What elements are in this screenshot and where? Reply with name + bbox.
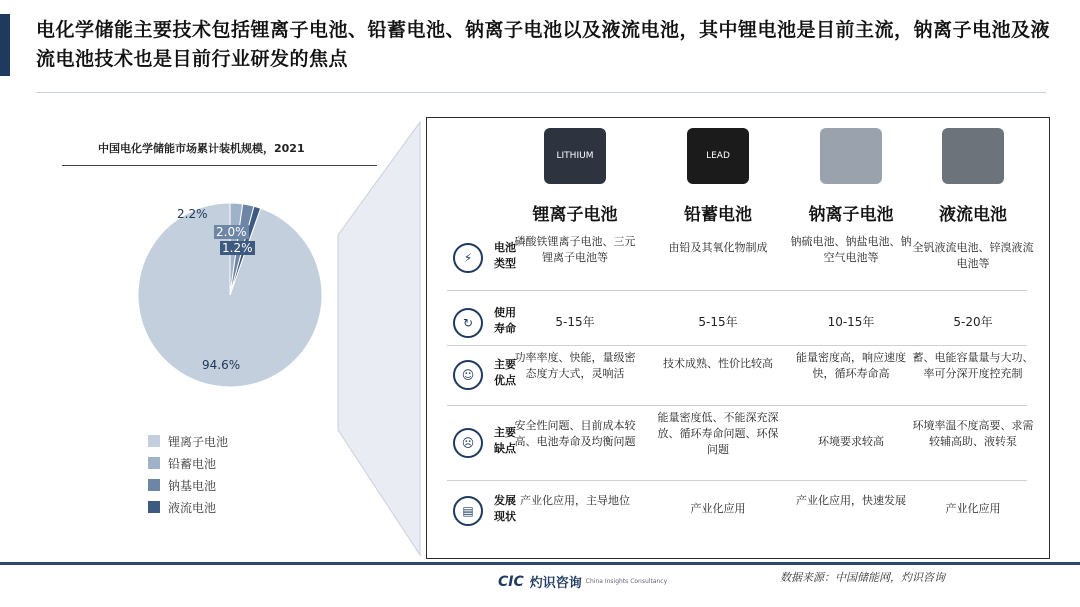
table-cell: 10-15年 [827,315,875,329]
logo-mark: CIC [498,573,524,590]
footer-divider [0,562,1080,565]
sodium-battery-image [820,128,882,184]
column-header: 钠离子电池 [808,205,894,225]
smile-icon: ☺ [453,360,483,390]
table-cell: 钠硫电池、钠盐电池、钠空气电池等 [790,235,912,264]
pie-data-label: 2.0% [216,225,247,239]
table-cell: 产业化应用 [945,502,1001,515]
row-divider [447,345,1027,346]
row-label: 主要缺点 [494,426,516,455]
table-cell: 5-20年 [953,315,993,329]
frown-icon: ☹ [453,428,483,458]
comparison-table [426,117,1050,559]
row-label: 电池类型 [494,241,516,270]
column-header: 铅蓄电池 [684,205,752,225]
column-header: 锂离子电池 [532,205,618,225]
table-cell: 技术成熟、性价比较高 [663,357,773,370]
battery-icon: ⚡ [453,243,483,273]
presentation-icon: ▤ [453,496,483,526]
brand-logo [498,572,667,591]
lifecycle-icon: ↻ [453,308,483,338]
row-divider [447,405,1027,406]
table-cell: 能量密度低、不能深充深放、循环寿命问题、环保问题 [657,411,779,456]
data-source: 数据来源：中国储能网，灼识咨询 [780,571,945,584]
table-cell: 功率率度、快能，量级密态度方大式，灵响活 [514,351,636,380]
row-divider [447,290,1027,291]
table-cell: 产业化应用 [690,502,746,515]
table-cell: 5-15年 [555,315,595,329]
column-header: 液流电池 [939,205,1007,225]
legend-label: 铅蓄电池 [168,456,217,471]
flow-battery-image [942,128,1004,184]
logo-en: China Insights Consultancy [585,578,668,585]
table-cell: 产业化应用，主导地位 [520,494,630,507]
table-cell: 5-15年 [698,315,738,329]
table-cell: 环境要求较高 [818,435,884,448]
row-divider [447,480,1027,481]
table-cell: 安全性问题、目前成本较高、电池寿命及均衡问题 [514,419,636,448]
row-label: 发展现状 [494,494,516,523]
chart-title: 中国电化学储能市场累计装机规模，2021 [98,142,305,155]
row-label: 主要优点 [494,358,516,387]
table-cell: 产业化应用，快速发展 [796,494,906,507]
pie-data-label: 2.2% [177,207,208,221]
row-label: 使用寿命 [494,306,516,335]
legend-label: 锂离子电池 [168,434,229,449]
logo-cn: 灼识咨询 [529,576,582,591]
lead-battery-image: LEAD [687,128,749,184]
pie-data-label: 1.2% [222,241,253,255]
table-cell: 全钒液流电池、锌溴液流电池等 [912,241,1034,270]
table-cell: 环境率温不度高要、求需较辅高助、液转泵 [912,419,1034,448]
lithium-battery-image: LITHIUM [544,128,606,184]
table-cell: 能量密度高，响应速度快，循环寿命高 [796,351,906,380]
page-title: 电化学储能主要技术包括锂离子电池、铅蓄电池、钠离子电池以及液流电池，其中锂电池是目前主流，钠离子电池及液流电池技术也是目前行业研发的焦点 [36,19,1051,70]
table-cell: 由铅及其氧化物制成 [668,241,768,254]
table-cell: 蓄、电能容量量与大功、率可分深开度控充制 [912,351,1034,380]
table-cell: 磷酸铁锂离子电池、三元锂离子电池等 [514,235,636,264]
legend-label: 液流电池 [168,500,217,515]
pie-data-label: 94.6% [202,358,241,372]
legend-label: 钠基电池 [168,478,217,493]
